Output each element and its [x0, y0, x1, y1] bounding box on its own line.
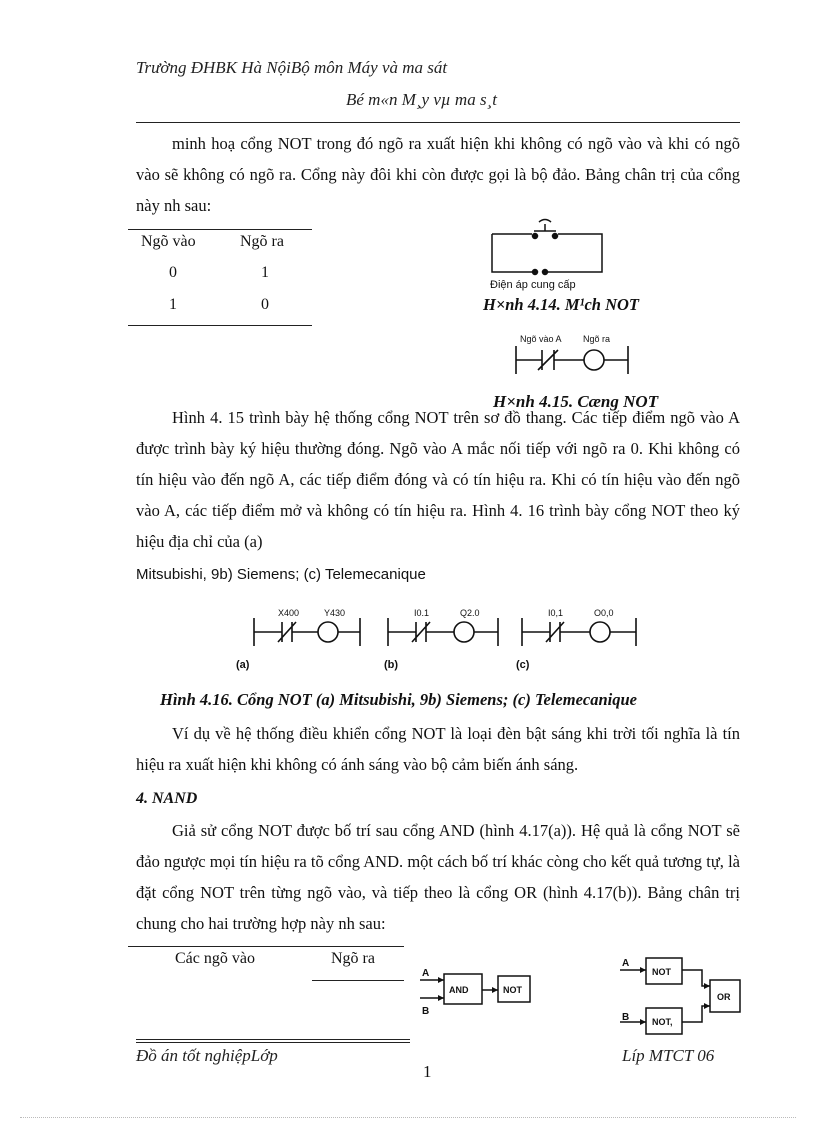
and-gate-label: AND	[449, 985, 469, 995]
siemens-tag: (b)	[384, 659, 399, 671]
input-a-label: A	[622, 958, 630, 969]
ladder-siemens	[384, 608, 498, 671]
input-b-label: B	[622, 1012, 630, 1023]
circuit-wire	[492, 234, 602, 272]
footer-rule	[136, 1042, 410, 1043]
coil-icon	[454, 622, 474, 642]
terminal-dot	[543, 270, 548, 275]
terminal-dot	[533, 270, 538, 275]
figure-and-not	[418, 962, 538, 1016]
or-gate-label: OR	[717, 992, 731, 1002]
table-top-rule	[128, 229, 312, 230]
push-button-icon	[534, 220, 556, 232]
figure-ladder-not	[510, 330, 636, 378]
paragraph-ladder-description: Hình 4. 15 trình bày hệ thống cổng NOT trên sơ đồ thang. Các tiếp điểm ngõ vào A được trình bày ký hiệu thường đóng. Ngõ vào A mắc nối tiếp với ngõ ra 0. Khi không có tín hiệu vào đến ngõ A, các tiếp điểm đóng và có tín hiệu ra. Khi có tín hiệu vào đến ngõ vào A, các tiếp điểm mở và không có tín hiệu ra. Hình 4. 16 trình bày cổng NOT theo ký hiệu địa chỉ của (a)	[136, 408, 740, 551]
siemens-output-label: Q2.0	[460, 608, 480, 618]
section-heading-nand: 4. NAND	[136, 790, 198, 807]
table-cell: 0	[261, 296, 269, 313]
table-cell: 1	[261, 264, 269, 281]
header-rule	[136, 122, 740, 123]
output-label: Ngõ ra	[583, 334, 611, 344]
figure-caption-4-14: H×nh 4.14. M¹ch NOT	[483, 295, 639, 314]
paragraph-ladder-last-line: Mitsubishi, 9b) Siemens; (c) Telemecanique	[136, 566, 426, 583]
ladder-mitsubishi	[236, 608, 360, 671]
figure-caption-4-15: H×nh 4.15. Cæng NOT	[493, 392, 659, 411]
table-cell: 1	[169, 296, 177, 313]
signal-wire	[682, 970, 710, 1022]
input-b-label: B	[422, 1006, 430, 1016]
supply-label: Điện áp cung cấp	[490, 279, 576, 291]
table-bottom-rule	[128, 325, 312, 326]
contact-dot	[553, 234, 558, 239]
header-school: Trường ĐHBK Hà NộiBộ môn Máy và ma sát	[136, 58, 448, 77]
table-top-rule	[128, 946, 404, 947]
table-cell: 0	[169, 264, 177, 281]
telemecanique-tag: (c)	[516, 659, 530, 671]
contact-dot	[533, 234, 538, 239]
not-gate-b-label: NOT,	[652, 1017, 673, 1027]
input-a-label: Ngõ vào A	[520, 334, 562, 344]
telemecanique-input-label: I0,1	[548, 608, 564, 618]
footer-left: Đồ án tốt nghiệpLớp	[136, 1046, 278, 1065]
footer-rule	[136, 1039, 410, 1040]
figure-not-or	[618, 950, 748, 1036]
telemecanique-output-label: O0,0	[594, 608, 614, 618]
not-gate-a-label: NOT	[652, 967, 671, 977]
table-header-inputs: Các ngõ vào	[175, 950, 255, 967]
coil-icon	[584, 350, 604, 370]
page-bottom-divider	[20, 1117, 796, 1118]
table-header-input: Ngõ vào	[141, 233, 196, 250]
figure-caption-4-16: Hình 4.16. Cổng NOT (a) Mitsubishi, 9b) Siemens; (c) Telemecanique	[160, 690, 637, 709]
table-sub-rule	[312, 980, 404, 981]
mitsubishi-input-label: X400	[278, 608, 300, 618]
normally-closed-contact-icon	[388, 622, 454, 642]
input-a-label: A	[422, 968, 430, 979]
figure-not-circuit	[484, 214, 614, 292]
normally-closed-contact-icon	[522, 622, 590, 642]
table-header-output: Ngõ ra	[331, 950, 375, 967]
arrow-icon	[640, 967, 710, 1025]
header-department: Bé m«n M¸y vµ ma s¸t	[346, 90, 497, 109]
ladder-telemecanique	[516, 608, 636, 671]
coil-icon	[318, 622, 338, 642]
normally-closed-contact-icon	[254, 622, 318, 642]
figure-not-addressing	[232, 604, 644, 674]
mitsubishi-output-label: Y430	[324, 608, 346, 618]
table-header-output: Ngõ ra	[240, 233, 284, 250]
paragraph-nand: Giả sử cổng NOT được bố trí sau cổng AND (hình 4.17(a)). Hệ quả là cổng NOT sẽ đảo ngược mọi tín hiệu ra tõ cổng AND. một cách bố trí khác còng cho kết quả tương tự, là đặt cổng NOT trên từng ngõ vào, và tiếp theo là cổng OR (hình 4.17(b)). Bảng chân trị chung cho hai trường hợp này nh sau:	[136, 821, 740, 933]
paragraph-not-example: Ví dụ về hệ thống điều khiển cổng NOT là loại đèn bật sáng khi trời tối nghĩa là tín hiệu ra xuất hiện khi không có ánh sáng vào bộ cảm biến ánh sáng.	[136, 724, 740, 774]
mitsubishi-tag: (a)	[236, 659, 250, 671]
coil-icon	[590, 622, 610, 642]
footer-right: Líp MTCT 06	[622, 1046, 715, 1065]
not-gate-label: NOT	[503, 985, 522, 995]
paragraph-not-intro: minh hoạ cổng NOT trong đó ngõ ra xuất hiện khi không có ngõ vào và khi có ngõ vào sẽ không có ngõ ra. Cổng này đôi khi còn được gọi là bộ đảo. Bảng chân trị của cổng này nh sau:	[136, 134, 740, 215]
normally-closed-contact-icon	[516, 350, 584, 370]
siemens-input-label: I0.1	[414, 608, 430, 618]
page-number: 1	[423, 1062, 432, 1081]
